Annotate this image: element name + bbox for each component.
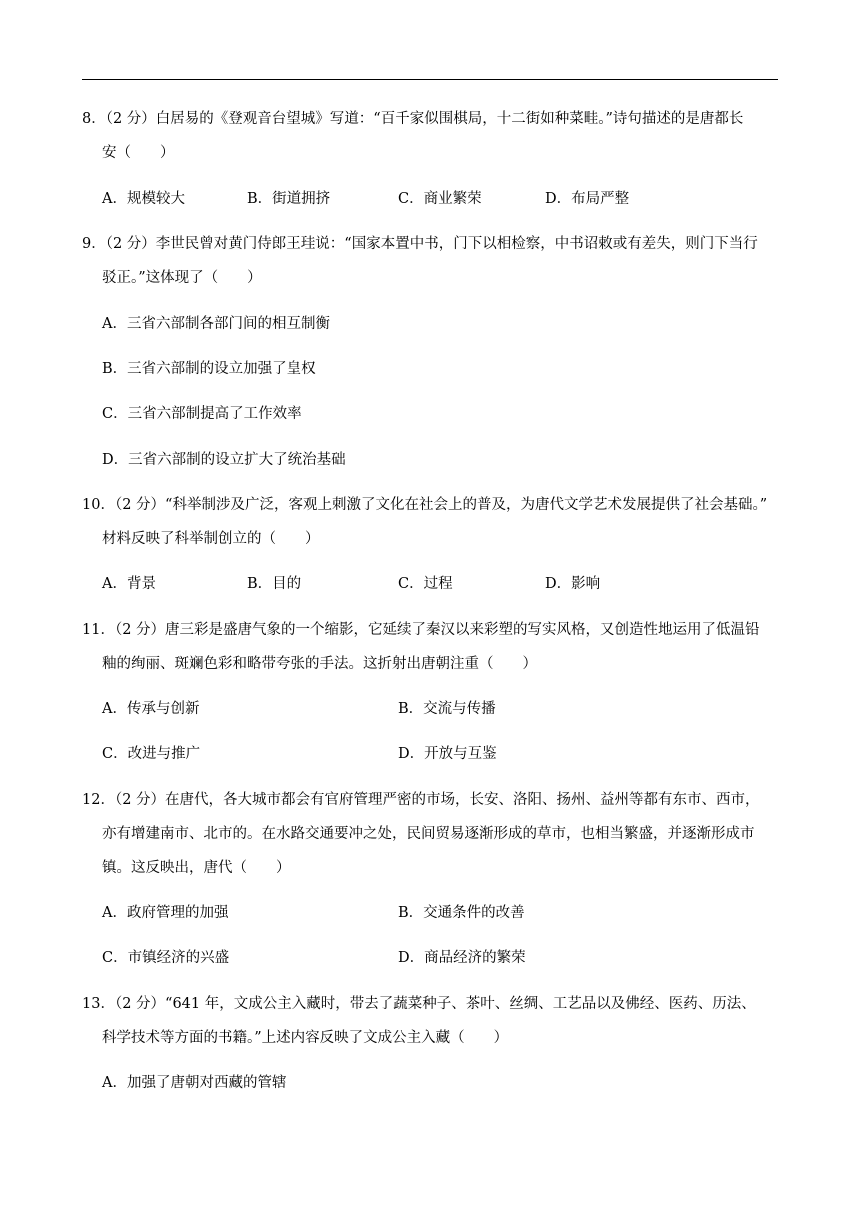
question-stem-line: 9．（2 分）李世民曾对黄门侍郎王珪说：“国家本置中书，门下以相检察，中书诏敕或有差失，则门下当行 [82,236,758,252]
option-a[interactable]: A．传承与创新 [102,701,200,717]
option-c[interactable]: C．市镇经济的兴盛 [102,950,230,966]
option-d[interactable]: D．开放与互鉴 [398,746,497,762]
option-b[interactable]: B．交流与传播 [398,701,496,717]
question-stem-line: 驳正。”这体现了（ ） [102,270,262,286]
option-d[interactable]: D．影响 [545,576,601,592]
question-stem-line: 釉的绚丽、斑斓色彩和略带夸张的手法。这折射出唐朝注重（ ） [102,656,537,672]
option-b[interactable]: B．三省六部制的设立加强了皇权 [102,361,316,377]
option-c[interactable]: C．商业繁荣 [398,191,482,207]
question-stem-line: 13．（2 分）“641 年，文成公主入藏时，带去了蔬菜种子、茶叶、丝绸、工艺品以及佛经、医药、历法、 [82,996,756,1012]
question-stem-line: 材料反映了科举制创立的（ ） [102,531,320,547]
question-stem-line: 安（ ） [102,145,175,161]
option-b[interactable]: B．交通条件的改善 [398,905,525,921]
option-c[interactable]: C．过程 [398,576,453,592]
question-stem-line: 10．（2 分）“科举制涉及广泛，客观上刺激了文化在社会上的普及，为唐代文学艺术发展提供了社会基础。” [82,497,768,513]
option-c[interactable]: C．改进与推广 [102,746,201,762]
question-stem-line: 科学技术等方面的书籍。”上述内容反映了文成公主入藏（ ） [102,1030,509,1046]
header-rule [82,79,778,80]
question-stem-line: 亦有增建南市、北市的。在水路交通要冲之处，民间贸易逐渐形成的草市，也相当繁盛，并逐渐形成市 [102,826,755,842]
question-stem-line: 镇。这反映出，唐代（ ） [102,860,291,876]
option-a[interactable]: A．背景 [102,576,156,592]
option-c[interactable]: C．三省六部制提高了工作效率 [102,406,302,422]
option-a[interactable]: A．政府管理的加强 [102,905,229,921]
question-stem-line: 8．（2 分）白居易的《登观音台望城》写道：“百千家似围棋局，十二街如种菜畦。”诗句描述的是唐都长 [82,111,744,127]
option-a[interactable]: A．规模较大 [102,191,185,207]
option-a[interactable]: A．加强了唐朝对西藏的管辖 [102,1075,287,1091]
question-stem-line: 12．（2 分）在唐代，各大城市都会有官府管理严密的市场，长安、洛阳、扬州、益州等都有东市、西市， [82,792,760,808]
option-a[interactable]: A．三省六部制各部门间的相互制衡 [102,316,330,332]
option-d[interactable]: D．三省六部制的设立扩大了统治基础 [102,452,346,468]
option-b[interactable]: B．街道拥挤 [247,191,331,207]
option-d[interactable]: D．布局严整 [545,191,630,207]
question-stem-line: 11．（2 分）唐三彩是盛唐气象的一个缩影，它延续了秦汉以来彩塑的写实风格，又创造性地运用了低温铅 [82,622,760,638]
option-d[interactable]: D．商品经济的繁荣 [398,950,526,966]
option-b[interactable]: B．目的 [247,576,302,592]
